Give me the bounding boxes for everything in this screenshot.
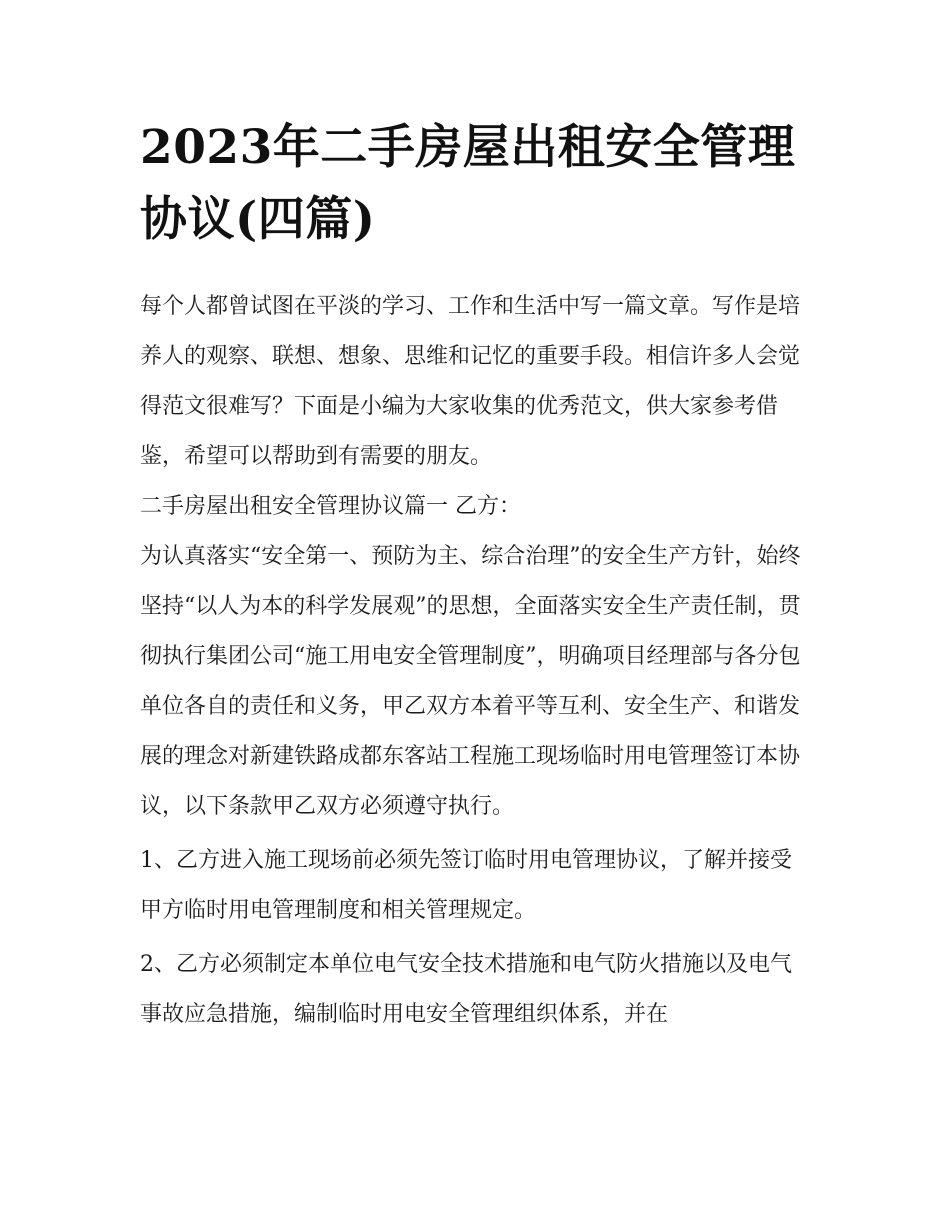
document-title: 2023年二手房屋出租安全管理协议(四篇) [140,120,796,247]
intro-paragraph: 每个人都曾试图在平淡的学习、工作和生活中写一篇文章。写作是培养人的观察、联想、想象、思维和记忆的重要手段。相信许多人会觉得范文很难写？下面是小编为大家收集的优秀范文，供大家参考借鉴，希望可以帮助到有需要的朋友。 [140,294,801,469]
body-paragraph: 为认真落实“安全第一、预防为主、综合治理”的安全生产方针，始终坚持“以人为本的科学发展观”的思想，全面落实安全生产责任制，贯彻执行集团公司“施工用电安全管理制度”，明确项目经理部与各分包单位各自的责任和义务，甲乙双方本着平等互利、安全生产、和谐发展的理念对新建铁路成都东客站工程施工现场临时用电管理签订本协议，以下条款甲乙双方必须遵守执行。 [140,544,801,819]
clause-1: 1、乙方进入施工现场前必须先签订临时用电管理协议，了解并接受甲方临时用电管理制度和相关管理规定。 [140,848,792,923]
clause-2: 2、乙方必须制定本单位电气安全技术措施和电气防火措施以及电气事故应急措施，编制临时用电安全管理组织体系，并在 [140,952,792,1027]
document-page [140,112,812,1040]
section-heading: 二手房屋出租安全管理协议篇一 乙方： [140,494,521,519]
